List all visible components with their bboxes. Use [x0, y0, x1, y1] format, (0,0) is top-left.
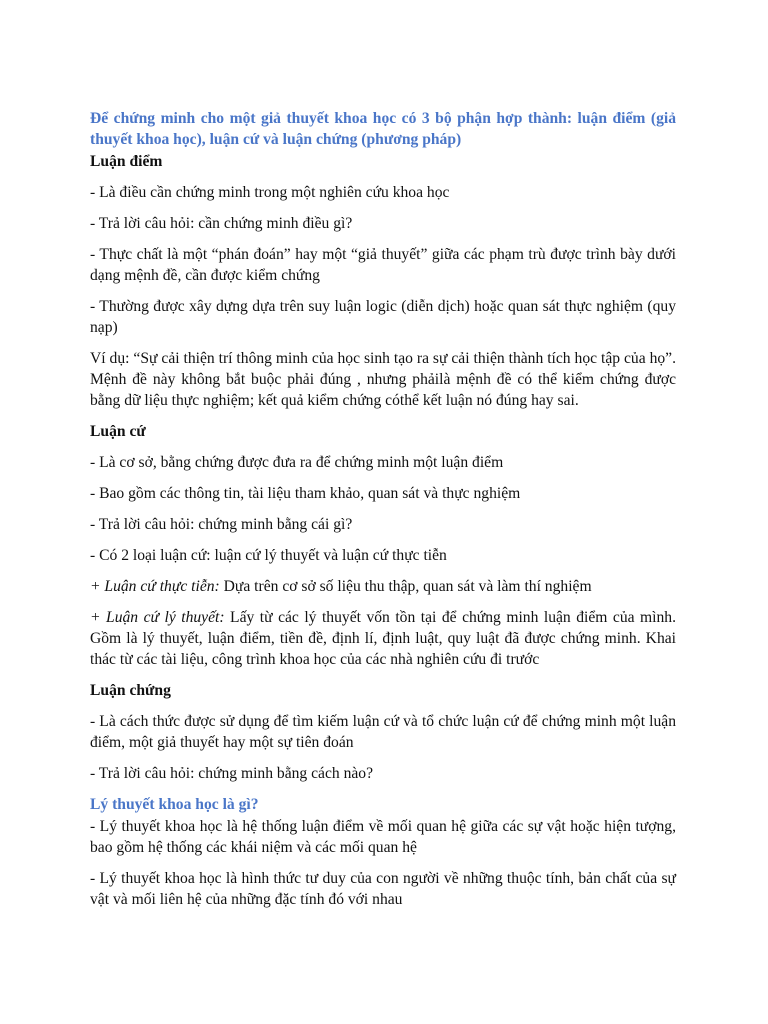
paragraph: - Lý thuyết khoa học là hình thức tư duy của con người về những thuộc tính, bản chất của sự vật và mối liên hệ của những đặc tính đó với nhau	[90, 870, 676, 908]
italic-label: + Luận cứ thực tiễn:	[90, 578, 220, 595]
paragraph-text: Dựa trên cơ sở số liệu thu thập, quan sát và làm thí nghiệm	[219, 578, 592, 595]
paragraph-text: Lấy từ các lý thuyết vốn tồn tại để chứng minh luận điểm của mình. Gồm là lý thuyết, luận điểm, tiền đề, định lí, định luật, quy luật đã được chứng minh. Khai thác từ các tài liệu, công trình khoa học của các nhà nghiên cứu đi trước	[90, 609, 677, 668]
paragraph-example: Ví dụ: “Sự cải thiện trí thông minh của học sinh tạo ra sự cải thiện thành tích học tập của họ”. Mệnh đề này không bắt buộc phải đúng , nhưng phảilà mệnh đề có thể kiểm chứng được bằng dữ liệu thực nghiệm; kết quả kiểm chứng cóthể kết luận nó đúng hay sai.	[90, 350, 676, 409]
paragraph: - Có 2 loại luận cứ: luận cứ lý thuyết và luận cứ thực tiễn	[90, 547, 447, 564]
paragraph: - Thực chất là một “phán đoán” hay một “giả thuyết” giữa các phạm trù được trình bày dưới dạng mệnh đề, cần được kiểm chứng	[90, 246, 676, 284]
paragraph: - Lý thuyết khoa học là hệ thống luận điểm về mối quan hệ giữa các sự vật hoặc hiện tượng, bao gồm hệ thống các khái niệm và các mối quan hệ	[90, 818, 676, 856]
italic-label: + Luận cứ lý thuyết:	[90, 609, 225, 626]
paragraph-luan-cu-thuc-tien	[90, 576, 676, 597]
document-title: Để chứng minh cho một giả thuyết khoa học có 3 bộ phận hợp thành: luận điểm (giả thuyết khoa học), luận cứ và luận chứng (phương pháp)	[90, 110, 676, 148]
paragraph-luan-cu-ly-thuyet	[90, 607, 676, 670]
paragraph: - Là điều cần chứng minh trong một nghiên cứu khoa học	[90, 184, 450, 201]
heading-luan-diem: Luận điểm	[90, 153, 163, 170]
paragraph: - Là cơ sở, bằng chứng được đưa ra để chứng minh một luận điểm	[90, 454, 504, 471]
paragraph: - Trả lời câu hỏi: chứng minh bằng cách nào?	[90, 765, 374, 782]
paragraph: - Trả lời câu hỏi: cần chứng minh điều gì?	[90, 215, 353, 232]
paragraph: - Là cách thức được sử dụng để tìm kiếm luận cứ và tổ chức luận cứ để chứng minh một luận điểm, một giả thuyết hay một sự tiên đoán	[90, 713, 676, 751]
heading-luan-cu: Luận cứ	[90, 423, 146, 440]
heading-luan-chung: Luận chứng	[90, 682, 171, 699]
heading-ly-thuyet: Lý thuyết khoa học là gì?	[90, 796, 259, 813]
paragraph: - Thường được xây dựng dựa trên suy luận logic (diễn dịch) hoặc quan sát thực nghiệm (quy nạp)	[90, 298, 676, 336]
paragraph: - Trả lời câu hỏi: chứng minh bằng cái gì?	[90, 516, 353, 533]
paragraph: - Bao gồm các thông tin, tài liệu tham khảo, quan sát và thực nghiệm	[90, 485, 521, 502]
